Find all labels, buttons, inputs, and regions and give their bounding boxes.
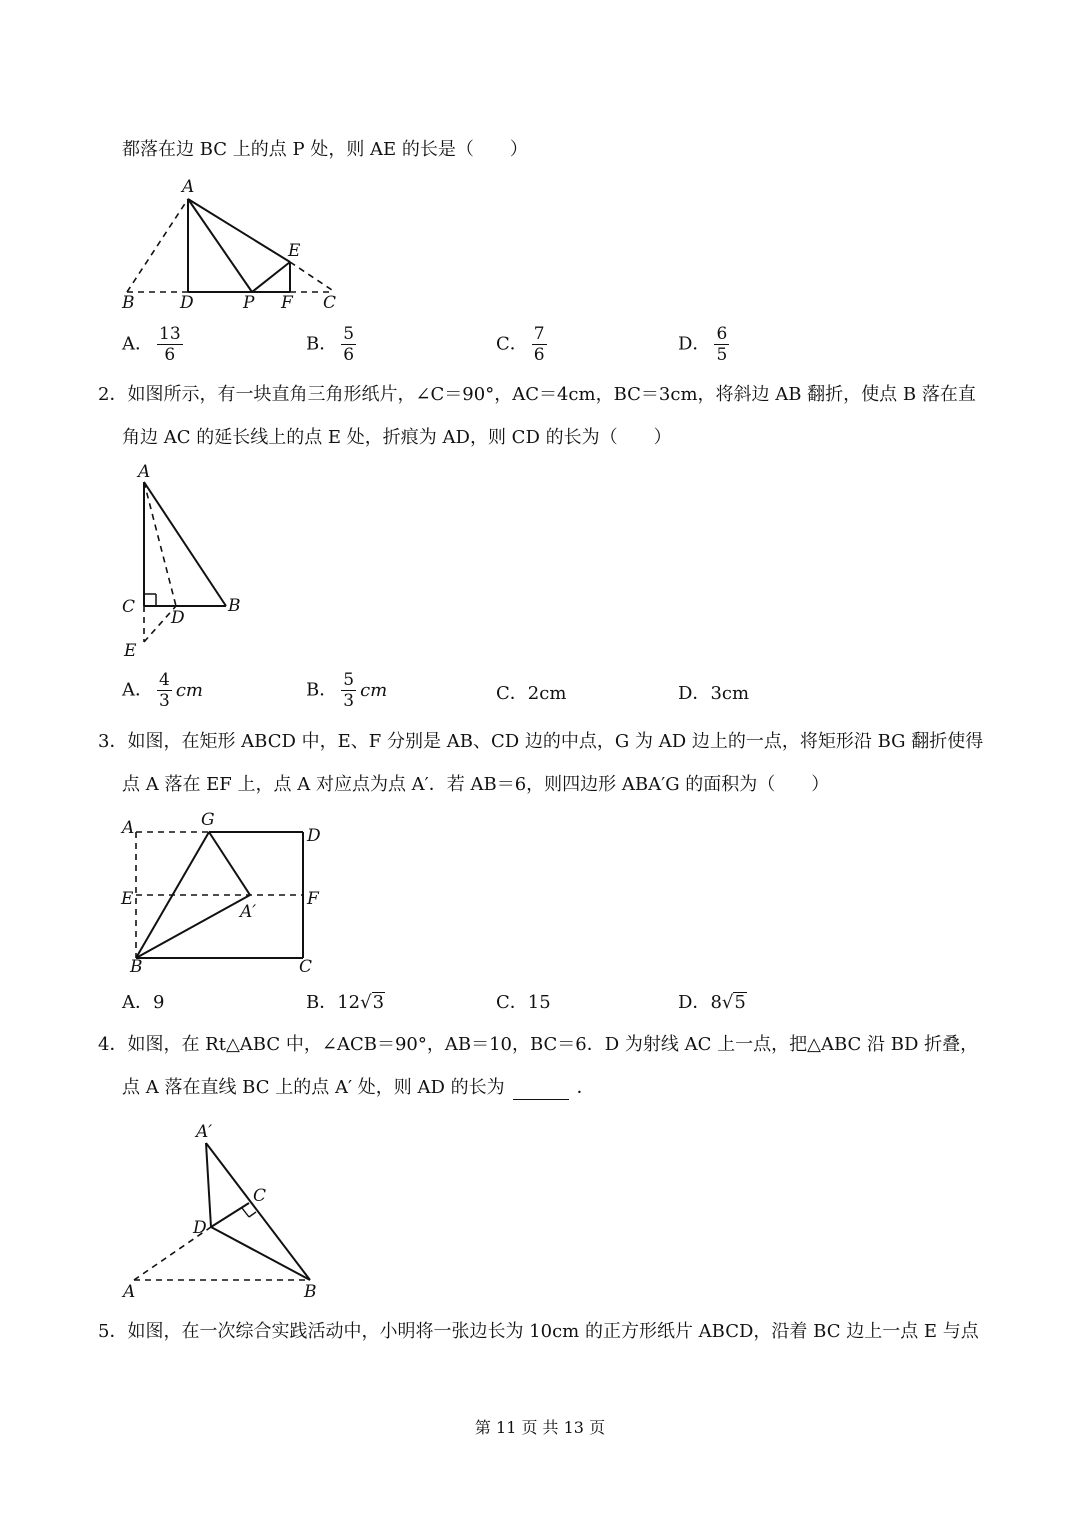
q4-figure xyxy=(118,1115,328,1305)
q4-label-b: B xyxy=(304,1282,317,1302)
q1-label-c: C xyxy=(323,293,337,313)
q3-label-a-prime: A′ xyxy=(240,902,257,922)
q4-line-2: 点 A 落在直线 BC 上的点 A′ 处，则 AD 的长为 ． xyxy=(122,1077,595,1098)
q2-option-b[interactable]: B． $\frac{5}{3}$ cm xyxy=(306,670,388,711)
page-footer: 第 11 页 共 13 页 xyxy=(474,1418,606,1437)
q1-option-b[interactable]: B． $\frac{5}{6}$ xyxy=(306,324,355,365)
q1-label-b: B xyxy=(122,293,135,313)
q3-line-1: 3．如图，在矩形 ABCD 中，E、F 分别是 AB、CD 边的中点，G 为 AD 边上的一点，将矩形沿 BG 翻折使得 xyxy=(98,731,984,752)
q2-line-1: 2．如图所示，有一块直角三角形纸片，∠C＝90°，AC＝4cm，BC＝3cm，将斜边 AB 翻折，使点 B 落在直 xyxy=(98,384,976,405)
q3-line-2: 点 A 落在 EF 上，点 A 对应点为点 A′．若 AB＝6，则四边形 ABA′G 的面积为（ ） xyxy=(122,774,830,795)
q2-label-a: A xyxy=(138,462,151,482)
q3-option-b[interactable]: B．12√3 xyxy=(306,992,385,1013)
q2-option-c[interactable]: C．2cm xyxy=(496,683,567,704)
q2-figure xyxy=(116,460,256,665)
q1-option-a[interactable]: A． $\frac{13}{6}$ xyxy=(122,324,181,365)
q4-line-1: 4．如图，在 Rt△ABC 中，∠ACB＝90°，AB＝10，BC＝6．D 为射线 AC 上一点，把△ABC 沿 BD 折叠， xyxy=(98,1034,979,1055)
q2-option-a[interactable]: A． $\frac{4}{3}$ cm xyxy=(122,670,203,711)
q1-label-p: P xyxy=(243,293,255,313)
q3-label-f: F xyxy=(307,889,319,909)
q2-label-b: B xyxy=(228,596,241,616)
q5-line-1: 5．如图，在一次综合实践活动中，小明将一张边长为 10cm 的正方形纸片 ABCD，沿着 BC 边上一点 E 与点 xyxy=(98,1321,979,1342)
q3-option-a[interactable]: A．9 xyxy=(122,992,165,1013)
q3-option-d[interactable]: D．8√5 xyxy=(678,992,746,1013)
q1-option-c[interactable]: C． $\frac{7}{6}$ xyxy=(496,324,545,365)
q1-option-d[interactable]: D． $\frac{6}{5}$ xyxy=(678,324,728,365)
q3-figure xyxy=(116,808,336,980)
q4-label-a-prime: A′ xyxy=(196,1122,213,1142)
q4-label-a: A xyxy=(123,1282,136,1302)
q3-label-d: D xyxy=(307,826,321,846)
q3-option-c[interactable]: C．15 xyxy=(496,992,551,1013)
q2-line-2: 角边 AC 的延长线上的点 E 处，折痕为 AD，则 CD 的长为（ ） xyxy=(122,427,672,448)
q1-text: 都落在边 BC 上的点 P 处，则 AE 的长是（ ） xyxy=(122,139,528,160)
q1-label-a: A xyxy=(182,177,195,197)
q4-label-c: C xyxy=(253,1186,267,1206)
q1-figure xyxy=(112,172,352,314)
q3-label-b: B xyxy=(130,957,143,977)
answer-blank[interactable] xyxy=(513,1081,569,1100)
q2-label-e: E xyxy=(124,641,137,661)
q2-option-d[interactable]: D．3cm xyxy=(678,683,750,704)
q1-label-d: D xyxy=(180,293,194,313)
q3-label-a: A xyxy=(122,818,135,838)
q2-label-c: C xyxy=(122,597,136,617)
q3-label-e: E xyxy=(121,889,134,909)
q4-label-d: D xyxy=(193,1218,207,1238)
q3-label-c: C xyxy=(299,957,313,977)
q1-label-f: F xyxy=(281,293,293,313)
q3-label-g: G xyxy=(201,810,215,830)
q1-label-e: E xyxy=(288,241,301,261)
q2-label-d: D xyxy=(171,608,185,628)
